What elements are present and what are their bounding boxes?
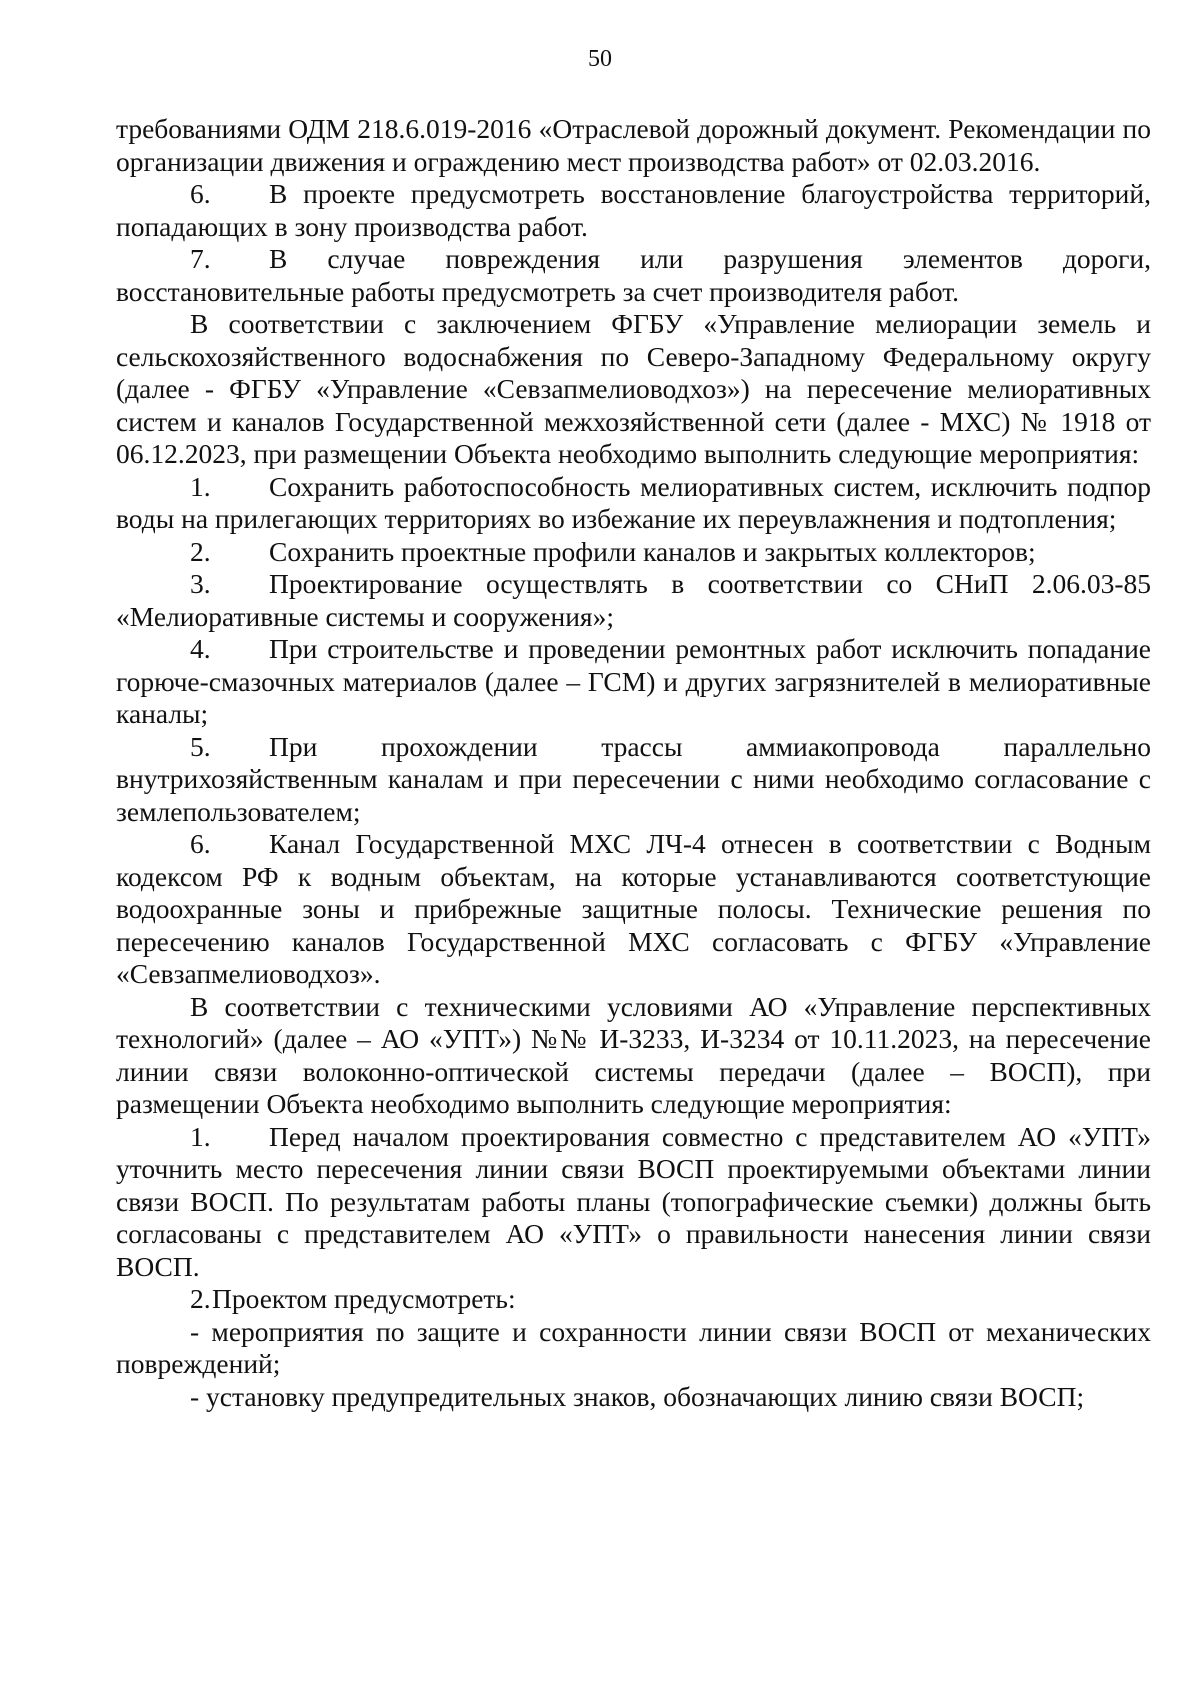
- paragraph-text: При строительстве и проведении ремонтных работ исключить попадание горюче-смазочных материалов (далее – ГСМ) и других загрязнителей в мелиоративные каналы;: [116, 633, 1151, 729]
- list-item-2: [116, 536, 1151, 569]
- paragraph-upt: [116, 991, 1151, 1121]
- paragraph-text: - мероприятия по защите и сохранности линии связи ВОСП от механических повреждений;: [116, 1315, 1151, 1379]
- list-item-4: [116, 633, 1151, 731]
- dash-item-signs: [116, 1381, 1151, 1414]
- list-item-2b: [116, 1283, 1151, 1316]
- list-number: 2.: [190, 1283, 211, 1314]
- list-number: 2.: [190, 535, 211, 567]
- paragraph-text: Проектирование осуществлять в соответствии со СНиП 2.06.03-85 «Мелиоративные системы и сооружения»;: [116, 568, 1151, 632]
- paragraph-text: Перед началом проектирования совместно с представителем АО «УПТ» уточнить место пересечения линии связи ВОСП проектируемыми объектами линии связи ВОСП. По результатам работы планы (топографические съемки) должны быть согласованы с представителем АО «УПТ» о правильности нанесения линии связи ВОСП.: [116, 1120, 1151, 1282]
- document-body: [116, 113, 1151, 1413]
- list-item-7: [116, 243, 1151, 308]
- paragraph-continuation: [116, 113, 1151, 178]
- list-number: 6.: [190, 178, 211, 209]
- paragraph-text: В случае повреждения или разрушения элементов дороги, восстановительные работы предусмотреть за счет производителя работ.: [116, 243, 1151, 307]
- paragraph-text: В соответствии с техническими условиями АО «Управление перспективных технологий» (далее – АО «УПТ») №№ И-3233, И-3234 от 10.11.2023, на пересечение линии связи волоконно-оптической системы передачи (далее – ВОСП), при размещении Объекта необходимо выполнить следующие мероприятия:: [116, 990, 1151, 1119]
- list-number: 5.: [190, 730, 211, 762]
- paragraph-text: Проектом предусмотреть:: [212, 1283, 516, 1314]
- list-number: 4.: [190, 633, 211, 664]
- page-number: 50: [588, 46, 612, 72]
- list-number: 3.: [190, 568, 211, 599]
- list-number: 7.: [190, 243, 211, 274]
- list-item-6b: [116, 828, 1151, 991]
- list-item-6: [116, 178, 1151, 243]
- list-number: 6.: [190, 828, 211, 859]
- paragraph-text: Сохранить работоспособность мелиоративных систем, исключить подпор воды на прилегающих территориях во избежание их переувлажнения и подтопления;: [116, 470, 1151, 534]
- list-item-1b: [116, 1121, 1151, 1284]
- list-item-3: [116, 568, 1151, 633]
- paragraph-text: Канал Государственной МХС ЛЧ-4 отнесен в соответствии с Водным кодексом РФ к водным объектам, на которые устанавливаются соответстующие водоохранные зоны и прибрежные защитные полосы. Технические решения по пересечению каналов Государственной МХС согласовать с ФГБУ «Управление «Севзапмелиоводхоз».: [116, 828, 1151, 989]
- dash-item-protection: [116, 1316, 1151, 1381]
- list-item-1: [116, 471, 1151, 536]
- paragraph-text: При прохождении трассы аммиакопровода параллельно внутрихозяйственным каналам и при пересечении с ними необходимо согласование с землепользователем;: [116, 730, 1151, 827]
- paragraph-text: Сохранить проектные профили каналов и закрытых коллекторов;: [269, 535, 1036, 567]
- list-item-5: [116, 731, 1151, 829]
- paragraph-fgbu: [116, 308, 1151, 471]
- paragraph-text: В соответствии с заключением ФГБУ «Управление мелиорации земель и сельскохозяйственного водоснабжения по Северо-Западному Федеральному округу (далее - ФГБУ «Управление «Севзапмелиоводхоз») на пересечение мелиоративных систем и каналов Государственной межхозяйственной сети (далее - МХС) № 1918 от 06.12.2023, при размещении Объекта необходимо выполнить следующие мероприятия:: [116, 308, 1151, 469]
- paragraph-text: - установку предупредительных знаков, обозначающих линию связи ВОСП;: [190, 1380, 1085, 1412]
- list-number: 1.: [190, 470, 211, 502]
- list-number: 1.: [190, 1120, 211, 1152]
- paragraph-text: В проекте предусмотреть восстановление благоустройства территорий, попадающих в зону производства работ.: [116, 178, 1151, 242]
- paragraph-text: требованиями ОДМ 218.6.019-2016 «Отраслевой дорожный документ. Рекомендации по организации движения и ограждению мест производства работ» от 02.03.2016.: [116, 113, 1151, 177]
